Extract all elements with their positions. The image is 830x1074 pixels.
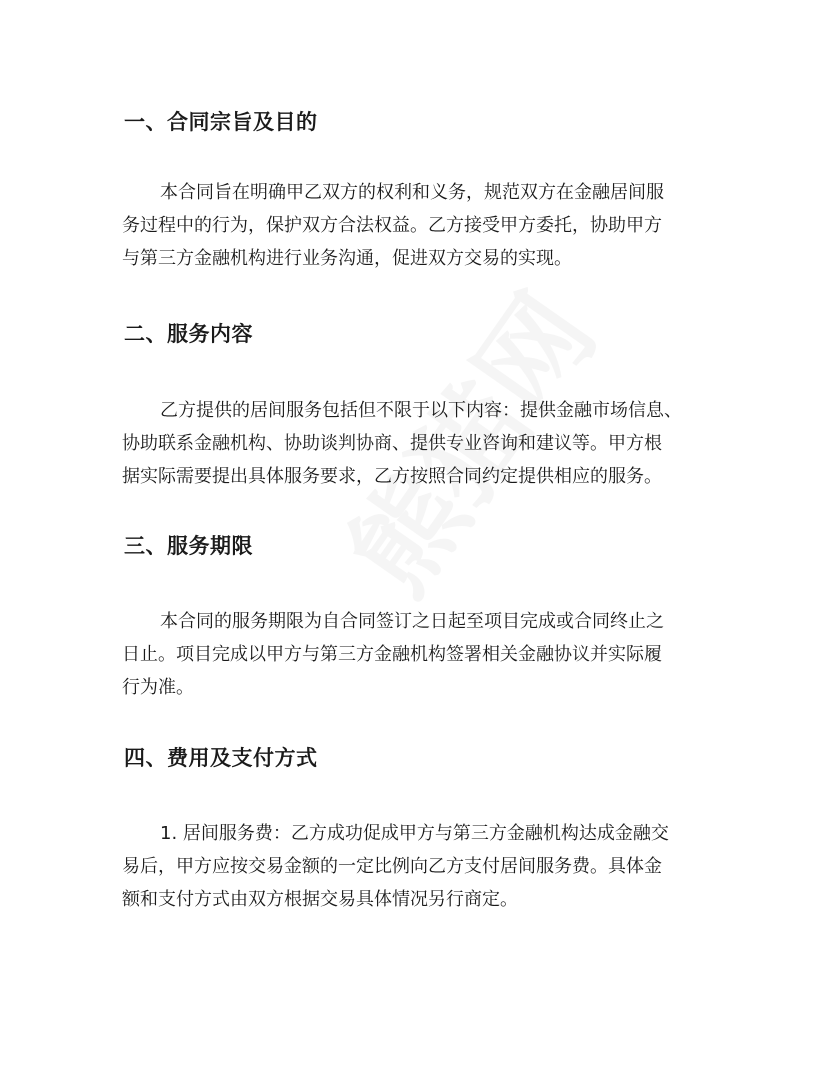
section-1-heading: 一、合同宗旨及目的 xyxy=(124,110,318,134)
section-3-line-2: 日止。项目完成以甲方与第三方金融机构签署相关金融协议并实际履 xyxy=(122,644,662,665)
section-2-line-1: 乙方提供的居间服务包括但不限于以下内容：提供金融市场信息、 xyxy=(160,400,682,421)
section-1-line-1: 本合同旨在明确甲乙双方的权利和义务，规范双方在金融居间服 xyxy=(160,182,664,203)
section-4-heading: 四、费用及支付方式 xyxy=(124,746,318,770)
section-2-paragraph xyxy=(122,394,707,493)
section-2-heading: 二、服务内容 xyxy=(124,322,253,346)
section-4-line-2: 易后，甲方应按交易金额的一定比例向乙方支付居间服务费。具体金 xyxy=(122,856,662,877)
section-3-line-1: 本合同的服务期限为自合同签订之日起至项目完成或合同终止之 xyxy=(160,611,664,632)
section-4-line-3: 额和支付方式由双方根据交易具体情况另行商定。 xyxy=(122,889,518,910)
section-3-paragraph xyxy=(122,605,707,704)
section-1-paragraph xyxy=(122,176,707,275)
section-4-line-1: 1. 居间服务费：乙方成功促成甲方与第三方金融机构达成金融交 xyxy=(160,823,669,844)
section-2-line-2: 协助联系金融机构、协助谈判协商、提供专业咨询和建议等。甲方根 xyxy=(122,433,662,454)
section-4-paragraph xyxy=(122,817,707,916)
section-3-heading: 三、服务期限 xyxy=(124,534,253,558)
section-1-line-3: 与第三方金融机构进行业务沟通，促进双方交易的实现。 xyxy=(122,248,572,269)
section-3-line-3: 行为准。 xyxy=(122,677,194,698)
section-2-line-3: 据实际需要提出具体服务要求，乙方按照合同约定提供相应的服务。 xyxy=(122,466,662,487)
section-1-line-2: 务过程中的行为，保护双方合法权益。乙方接受甲方委托，协助甲方 xyxy=(122,215,662,236)
